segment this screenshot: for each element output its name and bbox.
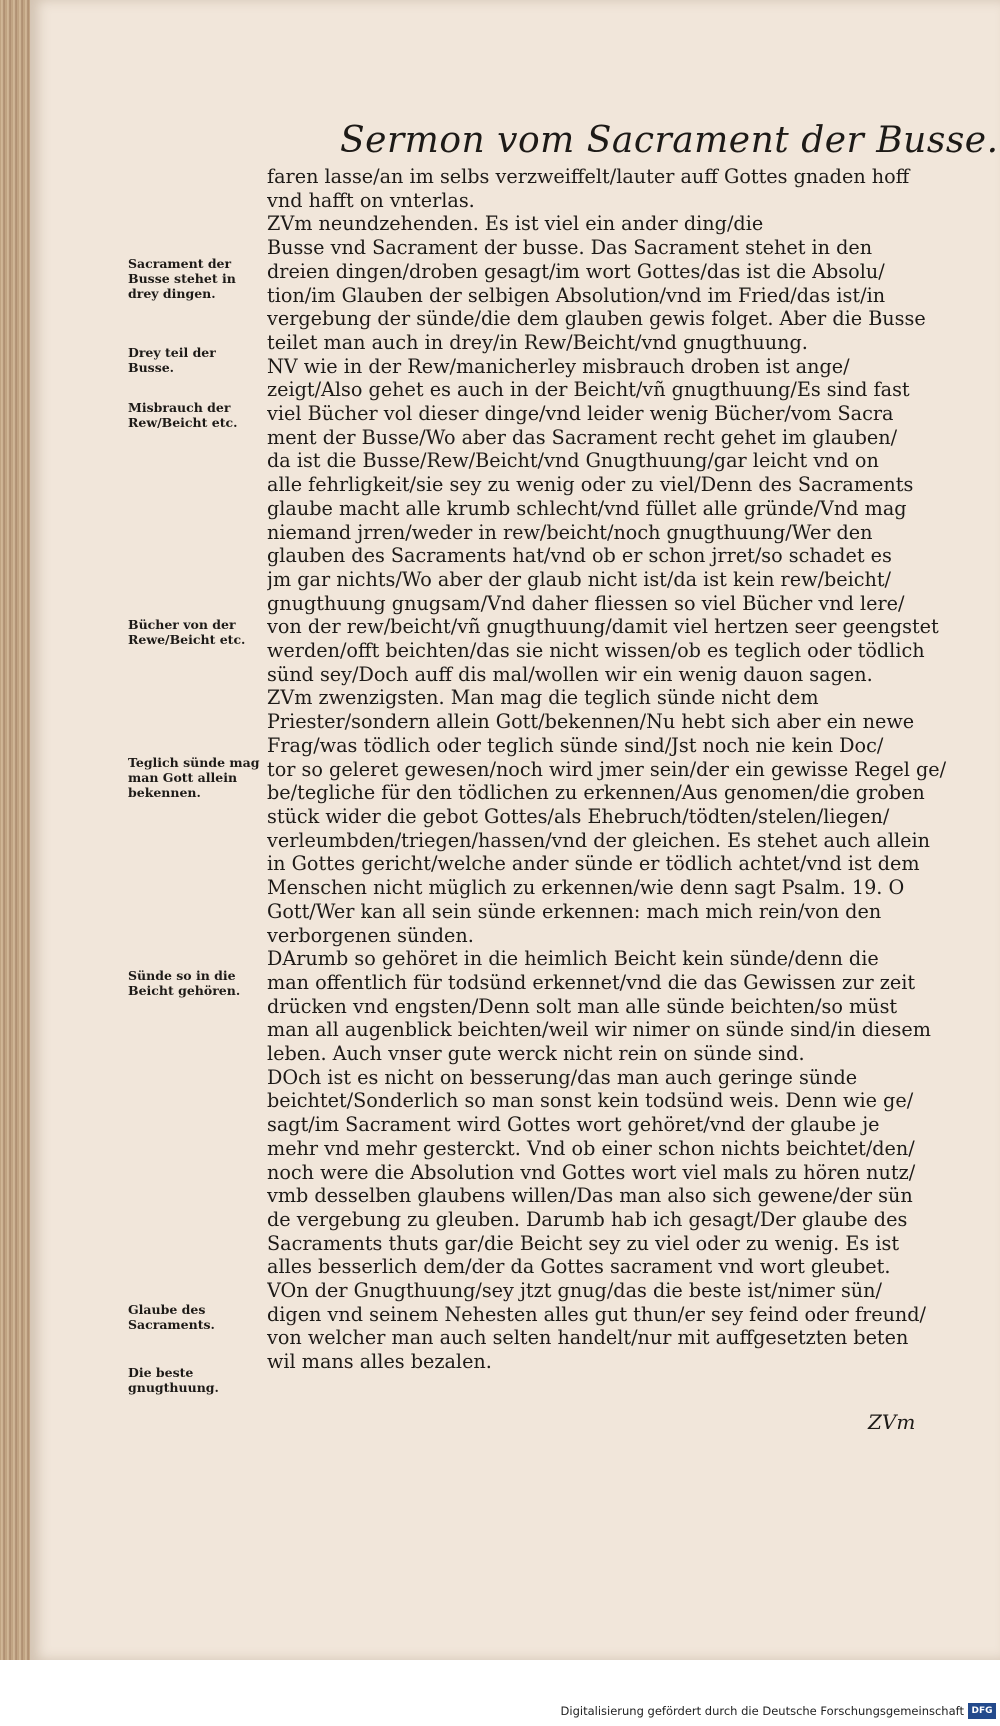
text-line: digen vnd seinem Nehesten alles gut thun/er sey feind oder freund/ <box>267 1302 927 1326</box>
catchword: ZVm <box>868 1410 916 1434</box>
text-line: vnd hafft on vnterlas. <box>267 188 475 212</box>
text-line: da ist die Busse/Rew/Beicht/vnd Gnugthuung/gar leicht vnd on <box>267 449 879 473</box>
text-line: gnugthuung gnugsam/Vnd daher fliessen so viel Bücher vnd lere/ <box>267 591 905 615</box>
footer-bar <box>0 1700 1000 1726</box>
marginal-note: Drey teil der Busse. <box>128 345 216 375</box>
text-line: in Gottes gericht/welche ander sünde er tödlich achtet/vnd ist dem <box>267 852 920 876</box>
text-line: Sacraments thuts gar/die Beicht sey zu viel oder zu wenig. Es ist <box>267 1231 900 1255</box>
text-line: leben. Auch vnser gute werck nicht rein on sünde sind. <box>267 1042 805 1066</box>
text-line: alle fehrligkeit/sie sey zu wenig oder zu viel/Denn des Sacraments <box>267 473 914 497</box>
text-line: noch were die Absolution vnd Gottes wort viel mals zu hören nutz/ <box>267 1160 916 1184</box>
text-line: verleumbden/triegen/hassen/vnd der gleichen. Es stehet auch allein <box>267 828 931 852</box>
text-line: sagt/im Sacrament wird Gottes wort gehöret/vnd der glaube je <box>267 1113 880 1137</box>
text-line: be/tegliche für den tödlichen zu erkennen/Aus genomen/die groben <box>267 781 925 805</box>
text-line: jm gar nichts/Wo aber der glaub nicht ist/da ist kein rew/beicht/ <box>267 567 892 591</box>
text-line: de vergebung zu gleuben. Darumb hab ich gesagt/Der glaube des <box>267 1207 908 1231</box>
marginal-note: Misbrauch der Rew/Beicht etc. <box>128 400 238 430</box>
marginal-note: Bücher von der Rewe/Beicht etc. <box>128 617 246 647</box>
dfg-logo: DFG <box>968 1703 996 1719</box>
text-line: Priester/sondern allein Gott/bekennen/Nu hebt sich aber ein newe <box>267 710 915 734</box>
text-line: ZVm zwenzigsten. Man mag die teglich sünde nicht dem <box>267 686 819 710</box>
marginal-note: Teglich sünde mag man Gott allein bekennen. <box>128 755 260 800</box>
text-line: dreien dingen/droben gesagt/im wort Gottes/das ist die Absolu/ <box>267 259 885 283</box>
text-line: ment der Busse/Wo aber das Sacrament recht gehet im glauben/ <box>267 425 898 449</box>
text-line: Busse vnd Sacrament der busse. Das Sacrament stehet in den <box>267 236 873 260</box>
text-line: teilet man auch in drey/in Rew/Beicht/vnd gnugthuung. <box>267 330 808 354</box>
text-line: sünd sey/Doch auff dis mal/wollen wir ein wenig dauon sagen. <box>267 662 873 686</box>
marginal-note: Sacrament der Busse stehet in drey dingen. <box>128 256 236 301</box>
running-head: Sermon vom Sacrament der Busse. <box>340 120 999 161</box>
marginal-note: Glaube des Sacraments. <box>128 1302 215 1332</box>
text-line: tor so geleret gewesen/noch wird jmer sein/der ein gewisse Regel ge/ <box>267 757 947 781</box>
funding-credit: Digitalisierung gefördert durch die Deutsche Forschungsgemeinschaft <box>560 1704 964 1718</box>
marginal-note: Die beste gnugthuung. <box>128 1365 219 1395</box>
text-line: wil mans alles bezalen. <box>267 1350 492 1374</box>
text-line: zeigt/Also gehet es auch in der Beicht/vñ gnugthuung/Es sind fast <box>267 378 910 402</box>
text-line: man all augenblick beichten/weil wir nimer on sünde sind/in diesem <box>267 1018 931 1042</box>
text-line: vergebung der sünde/die dem glauben gewis folget. Aber die Busse <box>267 307 926 331</box>
text-line: faren lasse/an im selbs verzweiffelt/lauter auff Gottes gnaden hoff <box>267 165 910 188</box>
text-line: Frag/was tödlich oder teglich sünde sind/Jst noch nie kein Doc/ <box>267 733 884 757</box>
text-line: DArumb so gehöret in die heimlich Beicht kein sünde/denn die <box>267 947 879 971</box>
text-line: viel Bücher vol dieser dinge/vnd leider wenig Bücher/vom Sacra <box>267 402 894 426</box>
text-line: stück wider die gebot Gottes/als Ehebruch/tödten/stelen/liegen/ <box>267 804 890 828</box>
text-line: DOch ist es nicht on besserung/das man auch geringe sünde <box>267 1065 858 1089</box>
text-line: drücken vnd engsten/Denn solt man alle sünde beichten/so müst <box>267 994 898 1018</box>
text-line: niemand jrren/weder in rew/beicht/noch gnugthuung/Wer den <box>267 520 873 544</box>
text-line: alles besserlich dem/der da Gottes sacrament vnd wort gleubet. <box>267 1255 891 1279</box>
text-line: glaube macht alle krumb schlecht/vnd füllet alle gründe/Vnd mag <box>267 496 907 520</box>
text-line: Gott/Wer kan all sein sünde erkennen: mach mich rein/von den <box>267 899 882 923</box>
text-line: von der rew/beicht/vñ gnugthuung/damit viel hertzen seer geengstet <box>267 615 939 639</box>
body-text <box>267 165 947 1374</box>
text-line: beichtet/Sonderlich so man sonst kein todsünd weis. Denn wie ge/ <box>267 1089 914 1113</box>
text-line: Menschen nicht müglich zu erkennen/wie denn sagt Psalm. 19. O <box>267 876 905 900</box>
text-line: glauben des Sacraments hat/vnd ob er schon jrret/so schadet es <box>267 544 892 568</box>
text-line: ZVm neundzehenden. Es ist viel ein ander ding/die <box>267 212 764 236</box>
text-line: mehr vnd mehr gesterckt. Vnd ob einer schon nichts beichtet/den/ <box>267 1136 915 1160</box>
text-line: tion/im Glauben der selbigen Absolution/vnd im Fried/das ist/in <box>267 283 886 307</box>
text-line: VOn der Gnugthuung/sey jtzt gnug/das die beste ist/nimer sün/ <box>267 1279 882 1303</box>
text-line: vmb desselben glaubens willen/Das man also sich gewene/der sün <box>267 1184 913 1208</box>
text-line: NV wie in der Rew/manicherley misbrauch droben ist ange/ <box>267 354 850 378</box>
text-line: verborgenen sünden. <box>267 923 474 947</box>
text-line: werden/offt beichten/das sie nicht wissen/ob es teglich oder tödlich <box>267 639 925 663</box>
text-line: man offentlich für todsünd erkennet/vnd die das Gewissen zur zeit <box>267 970 916 994</box>
marginal-note: Sünde so in die Beicht gehören. <box>128 968 241 998</box>
book-edge <box>0 0 30 1660</box>
text-line: von welcher man auch selten handelt/nur mit auffgesetzten beten <box>267 1326 909 1350</box>
